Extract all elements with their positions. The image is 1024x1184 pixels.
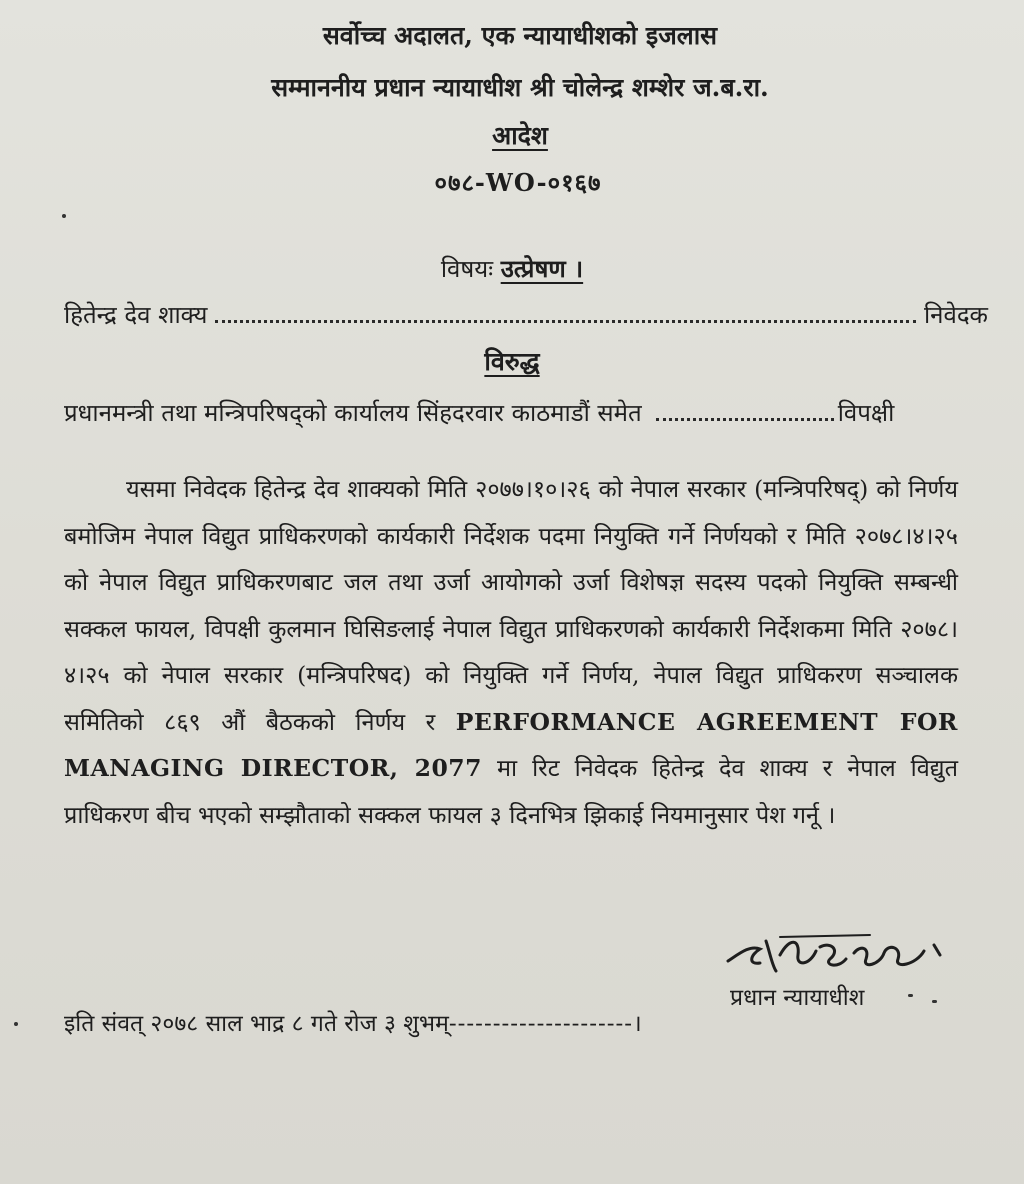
paper-speck — [908, 994, 913, 997]
body-bold-agreement: PERFORMANCE AGREEMENT FOR MANAGING DIRECTOR, 2077 — [64, 707, 958, 782]
order-title: आदेश — [492, 121, 548, 150]
respondent-role: विपक्षी — [837, 399, 895, 427]
dotted-leader — [656, 400, 834, 421]
body-text-part1: यसमा निवेदक हितेन्द्र देव शाक्यको मिति २०७७।१०।२६ को नेपाल सरकार (मन्त्रिपरिषद्) को निर्णय बमोजिम नेपाल विद्युत प्राधिकरणको कार्यकारी निर्देशक पदमा नियुक्ति गर्ने निर्णयको र मिति २०७८।४।२५ को नेपाल विद्युत प्राधिकरणबाट जल तथा उर्जा आयोगको उर्जा विशेषज्ञ सदस्य पदको नियुक्ति सम्बन्धी सक्कल फायल, विपक्षी कुलमान घिसिङलाई नेपाल विद्युत प्राधिकरणको कार्यकारी निर्देशकमा मिति २०७८।४।२५ को नेपाल सरकार (मन्त्रिपरिषद) को नियुक्ति गर्ने निर्णय, नेपाल विद्युत प्राधिकरण सञ्चालक समितिको ८६९ औं बैठकको निर्णय र — [64, 475, 958, 736]
petitioner-row — [64, 298, 988, 334]
court-bench-heading: सर्वोच्च अदालत, एक न्यायाधीशको इजलास — [322, 21, 718, 50]
order-body-paragraph — [64, 466, 958, 838]
petitioner-role: निवेदक — [923, 301, 988, 329]
subject-line — [0, 252, 1024, 285]
paper-speck — [62, 214, 66, 218]
respondent-row — [64, 396, 976, 432]
closing-line — [64, 1006, 643, 1038]
subject-label: विषयः — [440, 255, 494, 283]
body-text-part2: मा रिट निवेदक हितेन्द्र देव शाक्य र नेपाल विद्युत प्राधिकरण बीच भएको सम्झौताको सक्कल फायल ३ दिनभित्र झिकाई नियमानुसार पेश गर्नू । — [64, 754, 958, 829]
respondent-name: प्रधानमन्त्री तथा मन्त्रिपरिषद्को कार्यालय सिंहदरवार काठमाडौं समेत — [64, 399, 642, 427]
paper-speck — [14, 1022, 18, 1026]
handwritten-signature — [720, 925, 950, 985]
closing-trail: ---------------------। — [448, 1011, 643, 1037]
closing-date-text: इति संवत् २०७८ साल भाद्र ८ गते रोज ३ शुभम् — [64, 1011, 449, 1037]
versus-heading: विरुद्ध — [484, 347, 540, 376]
petitioner-name: हितेन्द्र देव शाक्य — [64, 301, 208, 329]
signer-title: प्रधान न्यायाधीश — [730, 985, 865, 1011]
case-number: ०७८-WO-०१६७ — [434, 168, 602, 197]
dotted-leader — [215, 302, 915, 323]
judge-name-heading: सम्माननीय प्रधान न्यायाधीश श्री चोलेन्द्र शम्शेर ज.ब.रा. — [271, 73, 769, 102]
paper-speck — [932, 1000, 937, 1003]
subject-value: उत्प्रेषण । — [500, 254, 584, 283]
